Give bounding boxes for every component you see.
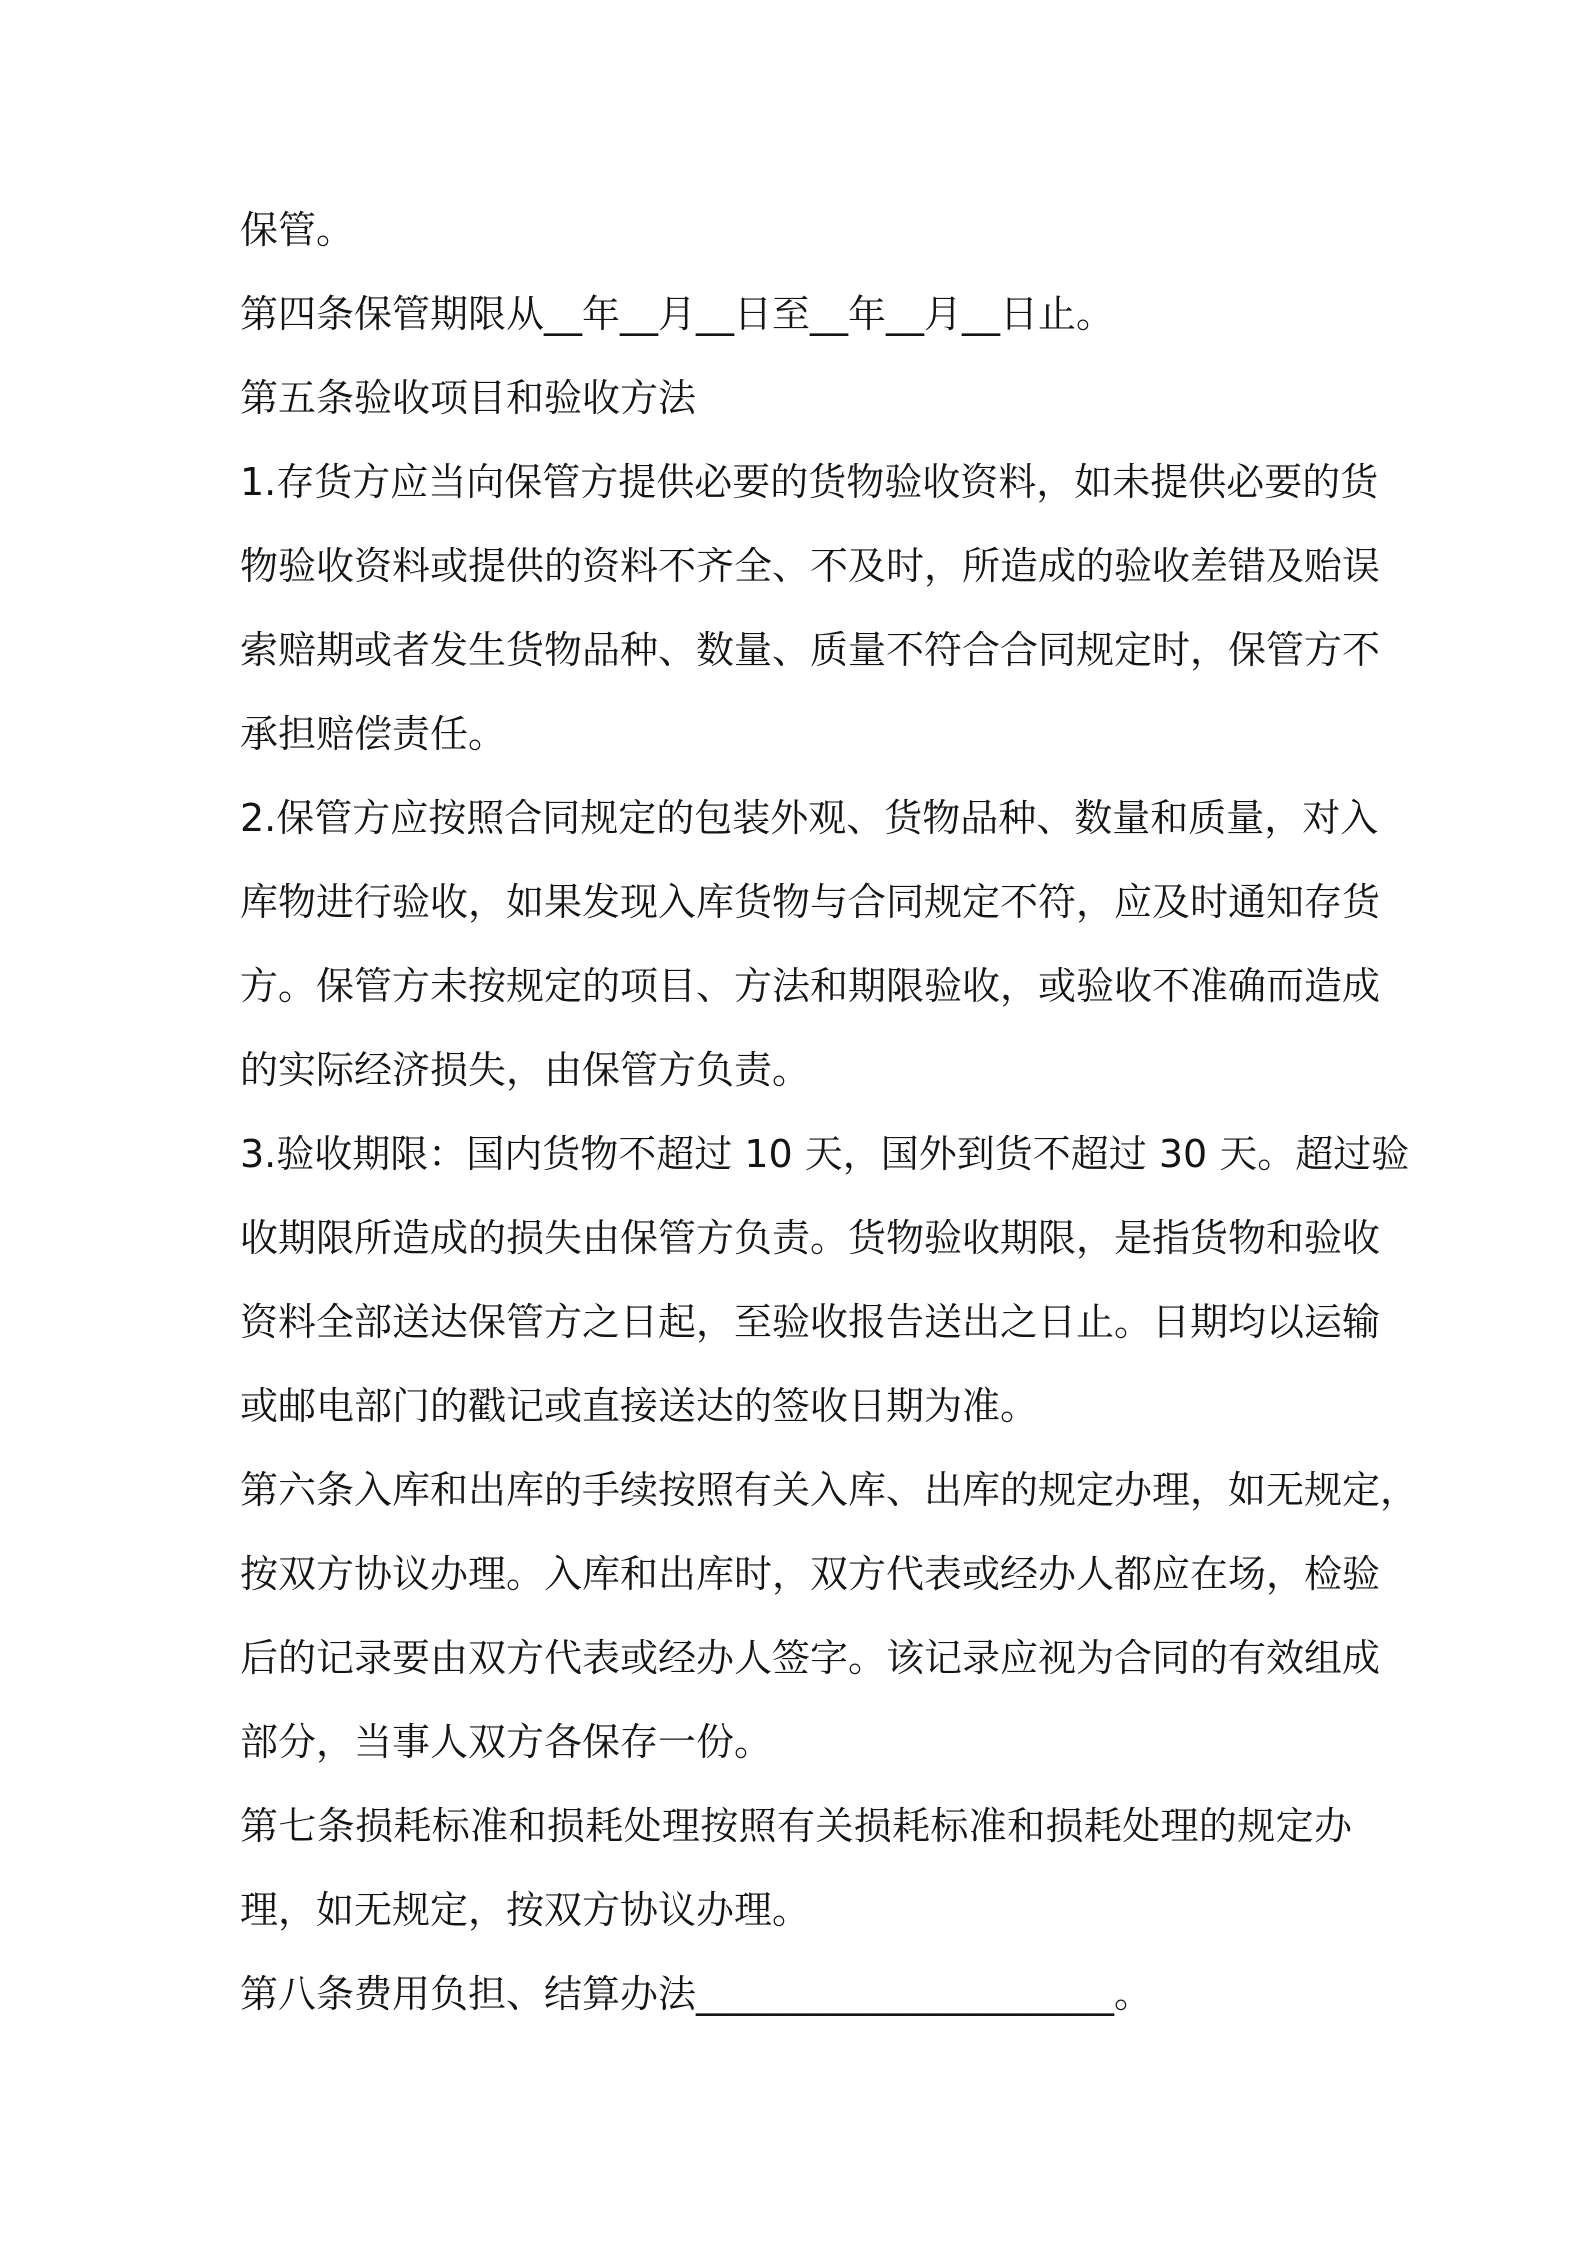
text-line: 保管。 — [240, 208, 355, 252]
text-line: 承担赔偿责任。 — [240, 712, 507, 756]
text-line: 第七条损耗标准和损耗处理按照有关损耗标准和损耗处理的规定办 — [240, 1804, 1352, 1848]
text-line: 的实际经济损失，由保管方负责。 — [240, 1048, 811, 1092]
text-line: 资料全部送达保管方之日起，至验收报告送出之日止。日期均以运输 — [240, 1300, 1381, 1344]
paragraph-article-5-heading — [240, 356, 1352, 440]
text-line: 库物进行验收，如果发现入库货物与合同规定不符，应及时通知存货 — [240, 880, 1381, 924]
text-line: 按双方协议办理。入库和出库时，双方代表或经办人都应在场，检验 — [240, 1552, 1381, 1596]
text-line: 索赔期或者发生货物品种、数量、质量不符合合同规定时，保管方不 — [240, 628, 1381, 672]
paragraph-article-6 — [240, 1448, 1419, 1784]
text-line: 或邮电部门的戳记或直接送达的签收日期为准。 — [240, 1384, 1039, 1428]
text-line: 第六条入库和出库的手续按照有关入库、出库的规定办理，如无规定， — [240, 1468, 1419, 1512]
paragraph-storage-end — [240, 188, 1352, 272]
paragraph-article-7 — [240, 1784, 1352, 1952]
paragraph-item-1 — [240, 440, 1381, 776]
text-line: 第四条保管期限从__年__月__日至__年__月__日止。 — [240, 292, 1115, 336]
document-body — [240, 188, 1419, 2036]
text-line: 1.存货方应当向保管方提供必要的货物验收资料，如未提供必要的货 — [240, 460, 1379, 504]
paragraph-item-3 — [240, 1112, 1410, 1448]
text-line: 第五条验收项目和验收方法 — [240, 376, 697, 420]
paragraph-article-4-storage-period — [240, 272, 1352, 356]
text-line: 物验收资料或提供的资料不齐全、不及时，所造成的验收差错及贻误 — [240, 544, 1381, 588]
paragraph-item-2 — [240, 776, 1381, 1112]
text-line: 理，如无规定，按双方协议办理。 — [240, 1888, 811, 1932]
text-line: 2.保管方应按照合同规定的包装外观、货物品种、数量和质量，对入 — [240, 796, 1379, 840]
text-line: 后的记录要由双方代表或经办人签字。该记录应视为合同的有效组成 — [240, 1636, 1381, 1680]
text-line: 第八条费用负担、结算办法______________________。 — [240, 1972, 1153, 2016]
text-line: 3.验收期限：国内货物不超过 10 天，国外到货不超过 30 天。超过验 — [240, 1132, 1410, 1176]
paragraph-article-8 — [240, 1952, 1352, 2036]
text-line: 部分，当事人双方各保存一份。 — [240, 1720, 773, 1764]
text-line: 方。保管方未按规定的项目、方法和期限验收，或验收不准确而造成 — [240, 964, 1381, 1008]
text-line: 收期限所造成的损失由保管方负责。货物验收期限，是指货物和验收 — [240, 1216, 1381, 1260]
